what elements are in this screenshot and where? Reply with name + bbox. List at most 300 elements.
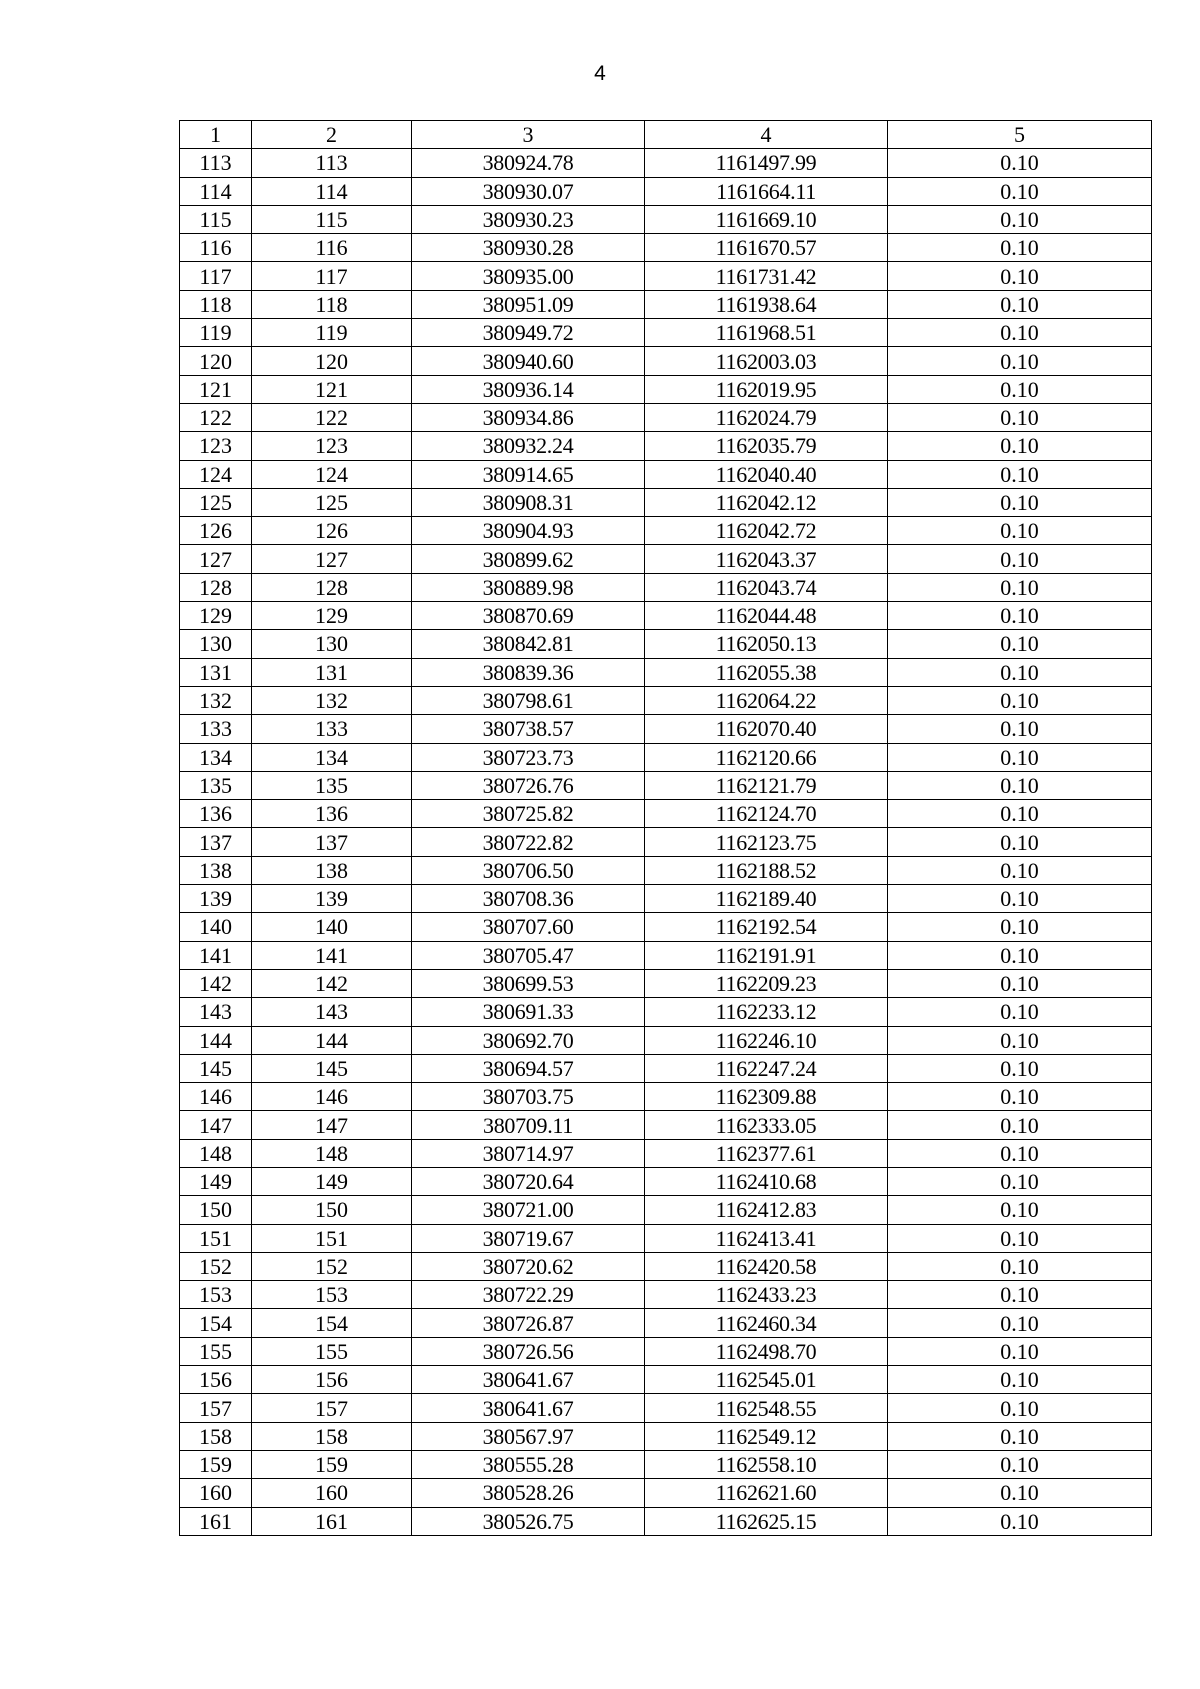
x-coordinate-cell: 380721.00 [412,1196,645,1224]
y-coordinate-cell: 1162070.40 [645,715,888,743]
point-id-cell: 113 [252,149,412,177]
point-id-cell: 123 [252,432,412,460]
y-coordinate-cell: 1161938.64 [645,290,888,318]
x-coordinate-cell: 380725.82 [412,800,645,828]
y-coordinate-cell: 1162498.70 [645,1337,888,1365]
point-id-cell: 135 [252,771,412,799]
y-coordinate-cell: 1161670.57 [645,234,888,262]
y-coordinate-cell: 1162192.54 [645,913,888,941]
y-coordinate-cell: 1162055.38 [645,658,888,686]
point-number-cell: 159 [180,1450,252,1478]
x-coordinate-cell: 380707.60 [412,913,645,941]
accuracy-cell: 0.10 [888,573,1152,601]
table-row [180,913,1152,941]
table-row [180,205,1152,233]
table-row [180,1167,1152,1195]
table-row [180,1111,1152,1139]
point-id-cell: 130 [252,630,412,658]
table-row [180,1309,1152,1337]
point-number-cell: 126 [180,517,252,545]
point-id-cell: 141 [252,941,412,969]
y-coordinate-cell: 1162044.48 [645,602,888,630]
accuracy-cell: 0.10 [888,1394,1152,1422]
y-coordinate-cell: 1162558.10 [645,1450,888,1478]
x-coordinate-cell: 380932.24 [412,432,645,460]
point-number-cell: 138 [180,856,252,884]
table-row [180,856,1152,884]
x-coordinate-cell: 380842.81 [412,630,645,658]
y-coordinate-cell: 1162191.91 [645,941,888,969]
accuracy-cell: 0.10 [888,1450,1152,1478]
y-coordinate-cell: 1162621.60 [645,1479,888,1507]
point-number-cell: 142 [180,969,252,997]
point-number-cell: 129 [180,602,252,630]
x-coordinate-cell: 380930.07 [412,177,645,205]
y-coordinate-cell: 1161731.42 [645,262,888,290]
x-coordinate-cell: 380714.97 [412,1139,645,1167]
table-row [180,375,1152,403]
accuracy-cell: 0.10 [888,743,1152,771]
table-row [180,630,1152,658]
point-number-cell: 119 [180,319,252,347]
point-number-cell: 136 [180,800,252,828]
table-row [180,517,1152,545]
x-coordinate-cell: 380934.86 [412,403,645,431]
y-coordinate-cell: 1162188.52 [645,856,888,884]
y-coordinate-cell: 1162460.34 [645,1309,888,1337]
point-id-cell: 159 [252,1450,412,1478]
point-number-cell: 137 [180,828,252,856]
table-row [180,1394,1152,1422]
accuracy-cell: 0.10 [888,1309,1152,1337]
table-row [180,658,1152,686]
x-coordinate-cell: 380726.87 [412,1309,645,1337]
accuracy-cell: 0.10 [888,828,1152,856]
point-number-cell: 157 [180,1394,252,1422]
y-coordinate-cell: 1162043.74 [645,573,888,601]
point-id-cell: 133 [252,715,412,743]
x-coordinate-cell: 380703.75 [412,1083,645,1111]
point-number-cell: 135 [180,771,252,799]
point-number-cell: 161 [180,1507,252,1535]
table-row [180,1196,1152,1224]
point-id-cell: 117 [252,262,412,290]
x-coordinate-cell: 380641.67 [412,1394,645,1422]
x-coordinate-cell: 380526.75 [412,1507,645,1535]
accuracy-cell: 0.10 [888,1281,1152,1309]
table-row [180,941,1152,969]
point-number-cell: 128 [180,573,252,601]
point-id-cell: 139 [252,885,412,913]
x-coordinate-cell: 380720.64 [412,1167,645,1195]
point-id-cell: 140 [252,913,412,941]
table-row [180,1054,1152,1082]
point-number-cell: 125 [180,488,252,516]
table-row [180,1224,1152,1252]
point-number-cell: 113 [180,149,252,177]
table-row [180,969,1152,997]
table-row [180,686,1152,714]
accuracy-cell: 0.10 [888,545,1152,573]
point-id-cell: 145 [252,1054,412,1082]
point-id-cell: 129 [252,602,412,630]
x-coordinate-cell: 380889.98 [412,573,645,601]
point-number-cell: 141 [180,941,252,969]
accuracy-cell: 0.10 [888,1507,1152,1535]
table-row [180,1507,1152,1535]
accuracy-cell: 0.10 [888,771,1152,799]
accuracy-cell: 0.10 [888,686,1152,714]
point-id-cell: 132 [252,686,412,714]
point-number-cell: 149 [180,1167,252,1195]
point-id-cell: 118 [252,290,412,318]
accuracy-cell: 0.10 [888,941,1152,969]
x-coordinate-cell: 380699.53 [412,969,645,997]
x-coordinate-cell: 380567.97 [412,1422,645,1450]
accuracy-cell: 0.10 [888,1422,1152,1450]
table-header-row [180,121,1152,149]
point-number-cell: 160 [180,1479,252,1507]
accuracy-cell: 0.10 [888,969,1152,997]
accuracy-cell: 0.10 [888,375,1152,403]
y-coordinate-cell: 1162121.79 [645,771,888,799]
x-coordinate-cell: 380722.29 [412,1281,645,1309]
point-number-cell: 154 [180,1309,252,1337]
accuracy-cell: 0.10 [888,290,1152,318]
accuracy-cell: 0.10 [888,177,1152,205]
accuracy-cell: 0.10 [888,913,1152,941]
table-row [180,149,1152,177]
y-coordinate-cell: 1162549.12 [645,1422,888,1450]
point-id-cell: 115 [252,205,412,233]
table-row [180,545,1152,573]
accuracy-cell: 0.10 [888,885,1152,913]
accuracy-cell: 0.10 [888,432,1152,460]
y-coordinate-cell: 1161664.11 [645,177,888,205]
y-coordinate-cell: 1162064.22 [645,686,888,714]
x-coordinate-cell: 380719.67 [412,1224,645,1252]
x-coordinate-cell: 380706.50 [412,856,645,884]
table-row [180,262,1152,290]
point-number-cell: 134 [180,743,252,771]
x-coordinate-cell: 380726.76 [412,771,645,799]
accuracy-cell: 0.10 [888,234,1152,262]
table-row [180,602,1152,630]
point-id-cell: 120 [252,347,412,375]
accuracy-cell: 0.10 [888,1139,1152,1167]
accuracy-cell: 0.10 [888,1054,1152,1082]
point-id-cell: 149 [252,1167,412,1195]
accuracy-cell: 0.10 [888,205,1152,233]
point-id-cell: 127 [252,545,412,573]
table-row [180,1281,1152,1309]
x-coordinate-cell: 380930.23 [412,205,645,233]
point-number-cell: 121 [180,375,252,403]
x-coordinate-cell: 380940.60 [412,347,645,375]
accuracy-cell: 0.10 [888,1366,1152,1394]
accuracy-cell: 0.10 [888,1196,1152,1224]
point-number-cell: 130 [180,630,252,658]
point-id-cell: 148 [252,1139,412,1167]
y-coordinate-cell: 1162233.12 [645,998,888,1026]
point-id-cell: 125 [252,488,412,516]
point-id-cell: 160 [252,1479,412,1507]
y-coordinate-cell: 1162410.68 [645,1167,888,1195]
accuracy-cell: 0.10 [888,319,1152,347]
coordinates-table [179,120,1152,1536]
accuracy-cell: 0.10 [888,517,1152,545]
point-id-cell: 138 [252,856,412,884]
point-id-cell: 161 [252,1507,412,1535]
point-number-cell: 153 [180,1281,252,1309]
point-id-cell: 151 [252,1224,412,1252]
table-row [180,177,1152,205]
x-coordinate-cell: 380692.70 [412,1026,645,1054]
x-coordinate-cell: 380705.47 [412,941,645,969]
y-coordinate-cell: 1162625.15 [645,1507,888,1535]
accuracy-cell: 0.10 [888,403,1152,431]
accuracy-cell: 0.10 [888,602,1152,630]
point-number-cell: 147 [180,1111,252,1139]
y-coordinate-cell: 1162247.24 [645,1054,888,1082]
point-id-cell: 146 [252,1083,412,1111]
point-number-cell: 117 [180,262,252,290]
y-coordinate-cell: 1162043.37 [645,545,888,573]
accuracy-cell: 0.10 [888,658,1152,686]
point-id-cell: 143 [252,998,412,1026]
point-id-cell: 158 [252,1422,412,1450]
y-coordinate-cell: 1162035.79 [645,432,888,460]
y-coordinate-cell: 1162120.66 [645,743,888,771]
accuracy-cell: 0.10 [888,347,1152,375]
table-row [180,573,1152,601]
table-row [180,828,1152,856]
table-row [180,1026,1152,1054]
table-row [180,290,1152,318]
point-id-cell: 147 [252,1111,412,1139]
y-coordinate-cell: 1162042.12 [645,488,888,516]
y-coordinate-cell: 1161968.51 [645,319,888,347]
x-coordinate-cell: 380691.33 [412,998,645,1026]
table-row [180,347,1152,375]
header-cell-1: 1 [180,121,252,149]
header-cell-4: 4 [645,121,888,149]
y-coordinate-cell: 1162333.05 [645,1111,888,1139]
accuracy-cell: 0.10 [888,1224,1152,1252]
accuracy-cell: 0.10 [888,998,1152,1026]
point-number-cell: 122 [180,403,252,431]
point-id-cell: 144 [252,1026,412,1054]
point-number-cell: 127 [180,545,252,573]
table-row [180,234,1152,262]
table-row [180,885,1152,913]
accuracy-cell: 0.10 [888,800,1152,828]
y-coordinate-cell: 1162123.75 [645,828,888,856]
point-number-cell: 124 [180,460,252,488]
x-coordinate-cell: 380936.14 [412,375,645,403]
page-number: 4 [594,62,606,85]
accuracy-cell: 0.10 [888,1111,1152,1139]
x-coordinate-cell: 380528.26 [412,1479,645,1507]
table-row [180,1083,1152,1111]
accuracy-cell: 0.10 [888,715,1152,743]
point-id-cell: 121 [252,375,412,403]
y-coordinate-cell: 1162124.70 [645,800,888,828]
y-coordinate-cell: 1162412.83 [645,1196,888,1224]
y-coordinate-cell: 1162548.55 [645,1394,888,1422]
point-id-cell: 136 [252,800,412,828]
point-number-cell: 133 [180,715,252,743]
point-id-cell: 153 [252,1281,412,1309]
table-row [180,403,1152,431]
x-coordinate-cell: 380924.78 [412,149,645,177]
table-row [180,460,1152,488]
x-coordinate-cell: 380951.09 [412,290,645,318]
y-coordinate-cell: 1162246.10 [645,1026,888,1054]
point-id-cell: 131 [252,658,412,686]
x-coordinate-cell: 380641.67 [412,1366,645,1394]
point-id-cell: 150 [252,1196,412,1224]
point-number-cell: 115 [180,205,252,233]
table-row [180,743,1152,771]
x-coordinate-cell: 380738.57 [412,715,645,743]
accuracy-cell: 0.10 [888,1167,1152,1195]
point-id-cell: 122 [252,403,412,431]
table-row [180,715,1152,743]
point-id-cell: 156 [252,1366,412,1394]
y-coordinate-cell: 1162189.40 [645,885,888,913]
accuracy-cell: 0.10 [888,149,1152,177]
x-coordinate-cell: 380904.93 [412,517,645,545]
point-number-cell: 118 [180,290,252,318]
y-coordinate-cell: 1162545.01 [645,1366,888,1394]
table-row [180,771,1152,799]
accuracy-cell: 0.10 [888,1479,1152,1507]
table-row [180,1366,1152,1394]
point-id-cell: 142 [252,969,412,997]
header-cell-5: 5 [888,121,1152,149]
point-number-cell: 123 [180,432,252,460]
y-coordinate-cell: 1162420.58 [645,1252,888,1280]
y-coordinate-cell: 1161669.10 [645,205,888,233]
point-id-cell: 134 [252,743,412,771]
x-coordinate-cell: 380798.61 [412,686,645,714]
point-id-cell: 152 [252,1252,412,1280]
point-number-cell: 131 [180,658,252,686]
x-coordinate-cell: 380694.57 [412,1054,645,1082]
y-coordinate-cell: 1162024.79 [645,403,888,431]
point-number-cell: 114 [180,177,252,205]
point-number-cell: 120 [180,347,252,375]
accuracy-cell: 0.10 [888,488,1152,516]
point-number-cell: 155 [180,1337,252,1365]
accuracy-cell: 0.10 [888,856,1152,884]
table-row [180,998,1152,1026]
table-row [180,1479,1152,1507]
x-coordinate-cell: 380899.62 [412,545,645,573]
y-coordinate-cell: 1162042.72 [645,517,888,545]
table-row [180,800,1152,828]
point-number-cell: 150 [180,1196,252,1224]
accuracy-cell: 0.10 [888,1337,1152,1365]
table-row [180,1337,1152,1365]
table-row [180,1139,1152,1167]
x-coordinate-cell: 380839.36 [412,658,645,686]
y-coordinate-cell: 1162309.88 [645,1083,888,1111]
x-coordinate-cell: 380723.73 [412,743,645,771]
point-number-cell: 144 [180,1026,252,1054]
point-number-cell: 132 [180,686,252,714]
accuracy-cell: 0.10 [888,1026,1152,1054]
table-row [180,432,1152,460]
y-coordinate-cell: 1161497.99 [645,149,888,177]
x-coordinate-cell: 380870.69 [412,602,645,630]
point-number-cell: 116 [180,234,252,262]
point-number-cell: 158 [180,1422,252,1450]
table-body [180,121,1152,1536]
table-row [180,1450,1152,1478]
table-row [180,319,1152,347]
x-coordinate-cell: 380726.56 [412,1337,645,1365]
header-cell-2: 2 [252,121,412,149]
y-coordinate-cell: 1162433.23 [645,1281,888,1309]
table-row [180,1422,1152,1450]
accuracy-cell: 0.10 [888,630,1152,658]
x-coordinate-cell: 380555.28 [412,1450,645,1478]
x-coordinate-cell: 380908.31 [412,488,645,516]
point-id-cell: 157 [252,1394,412,1422]
y-coordinate-cell: 1162040.40 [645,460,888,488]
point-id-cell: 155 [252,1337,412,1365]
x-coordinate-cell: 380930.28 [412,234,645,262]
point-id-cell: 116 [252,234,412,262]
point-id-cell: 137 [252,828,412,856]
point-number-cell: 151 [180,1224,252,1252]
table-row [180,488,1152,516]
point-number-cell: 140 [180,913,252,941]
accuracy-cell: 0.10 [888,1083,1152,1111]
point-id-cell: 119 [252,319,412,347]
x-coordinate-cell: 380722.82 [412,828,645,856]
point-number-cell: 146 [180,1083,252,1111]
point-number-cell: 148 [180,1139,252,1167]
y-coordinate-cell: 1162209.23 [645,969,888,997]
point-number-cell: 143 [180,998,252,1026]
table-row [180,1252,1152,1280]
point-number-cell: 139 [180,885,252,913]
accuracy-cell: 0.10 [888,460,1152,488]
x-coordinate-cell: 380935.00 [412,262,645,290]
y-coordinate-cell: 1162050.13 [645,630,888,658]
x-coordinate-cell: 380949.72 [412,319,645,347]
point-id-cell: 128 [252,573,412,601]
accuracy-cell: 0.10 [888,1252,1152,1280]
point-id-cell: 124 [252,460,412,488]
y-coordinate-cell: 1162377.61 [645,1139,888,1167]
y-coordinate-cell: 1162413.41 [645,1224,888,1252]
x-coordinate-cell: 380720.62 [412,1252,645,1280]
point-number-cell: 156 [180,1366,252,1394]
y-coordinate-cell: 1162019.95 [645,375,888,403]
x-coordinate-cell: 380914.65 [412,460,645,488]
point-number-cell: 145 [180,1054,252,1082]
point-id-cell: 154 [252,1309,412,1337]
x-coordinate-cell: 380709.11 [412,1111,645,1139]
x-coordinate-cell: 380708.36 [412,885,645,913]
point-id-cell: 126 [252,517,412,545]
y-coordinate-cell: 1162003.03 [645,347,888,375]
accuracy-cell: 0.10 [888,262,1152,290]
